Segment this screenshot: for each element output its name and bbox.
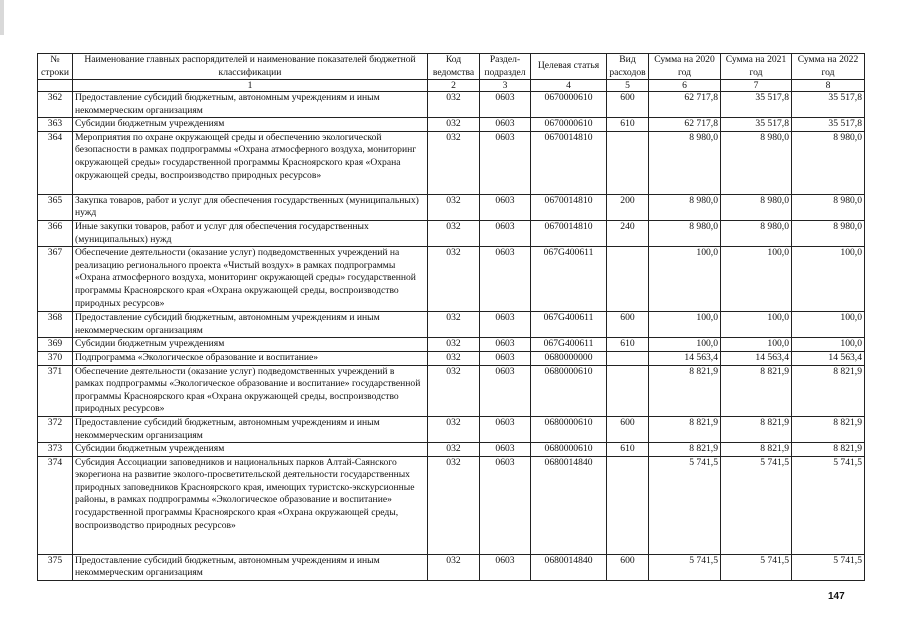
cell-dept: 032 [428,456,480,554]
cell-section: 0603 [480,443,531,457]
cell-sum-2020: 5 741,5 [649,456,721,554]
cell-name: Обеспечение деятельности (оказание услуг) подведомственных учреждений в рамках подпрограммы «Экологическое образование и воспитание» государственной программы Красноярского края «Охрана окружающей среды, воспроизводство природных ресурсов» [73,365,428,416]
cell-sum-2022: 14 563,4 [792,351,865,365]
cell-name: Обеспечение деятельности (оказание услуг) подведомственных учреждений на реализацию регионального проекта «Чистый воздух» в рамках подпрограммы «Охрана атмосферного воздуха, мониторинг окружающей среды» государственной программы Красноярского края «Охрана окружающей среды, воспроизводство природных ресурсов» [73,247,428,312]
cell-section: 0603 [480,456,531,554]
cell-sum-2021: 8 821,9 [721,416,792,442]
cell-kind: 610 [607,338,649,352]
cell-target: 0680000610 [531,416,607,442]
budget-table-container [37,53,864,581]
cell-row-no: 366 [38,220,73,246]
cell-sum-2020: 100,0 [649,247,721,312]
cell-sum-2022: 100,0 [792,312,865,338]
cell-sum-2021: 8 821,9 [721,365,792,416]
cell-sum-2021: 8 980,0 [721,220,792,246]
cell-kind: 600 [607,92,649,118]
table-header-row [38,54,865,80]
cell-dept: 032 [428,365,480,416]
cell-sum-2022: 8 821,9 [792,416,865,442]
table-row [38,338,865,352]
header-target: Целевая статья [531,54,607,80]
column-number: 6 [649,80,721,92]
column-number: 7 [721,80,792,92]
cell-sum-2022: 35 517,8 [792,92,865,118]
cell-row-no: 369 [38,338,73,352]
cell-sum-2021: 14 563,4 [721,351,792,365]
cell-sum-2020: 8 821,9 [649,416,721,442]
cell-sum-2022: 8 980,0 [792,194,865,220]
cell-sum-2022: 8 980,0 [792,220,865,246]
table-row [38,118,865,132]
column-number-blank [38,80,73,92]
cell-dept: 032 [428,351,480,365]
header-section: Раздел-подраздел [480,54,531,80]
cell-sum-2020: 8 821,9 [649,443,721,457]
cell-section: 0603 [480,247,531,312]
header-sum-2021: Сумма на 2021 год [721,54,792,80]
cell-row-no: 373 [38,443,73,457]
cell-kind [607,131,649,194]
cell-dept: 032 [428,247,480,312]
cell-sum-2021: 5 741,5 [721,456,792,554]
cell-kind: 600 [607,416,649,442]
table-row [38,312,865,338]
cell-sum-2022: 100,0 [792,338,865,352]
column-number: 1 [73,80,428,92]
cell-section: 0603 [480,220,531,246]
cell-row-no: 365 [38,194,73,220]
cell-sum-2022: 35 517,8 [792,118,865,132]
table-row [38,220,865,246]
cell-name: Предоставление субсидий бюджетным, автономным учреждениям и иным некоммерческим организациям [73,416,428,442]
cell-name: Мероприятия по охране окружающей среды и обеспечению экологической безопасности в рамках подпрограммы «Охрана атмосферного воздуха, мониторинг окружающей среды» государственной программы Красноярского края «Охрана окружающей среды, воспроизводство природных ресурсов» [73,131,428,194]
cell-name: Предоставление субсидий бюджетным, автономным учреждениям и иным некоммерческим организациям [73,312,428,338]
header-row-no: № строки [38,54,73,80]
cell-row-no: 375 [38,554,73,580]
header-sum-2022: Сумма на 2022 год [792,54,865,80]
cell-section: 0603 [480,131,531,194]
cell-dept: 032 [428,312,480,338]
cell-target: 0680014840 [531,456,607,554]
cell-name: Предоставление субсидий бюджетным, автономным учреждениям и иным некоммерческим организациям [73,92,428,118]
cell-sum-2021: 35 517,8 [721,118,792,132]
cell-row-no: 370 [38,351,73,365]
table-row [38,131,865,194]
cell-sum-2020: 100,0 [649,312,721,338]
cell-sum-2022: 8 821,9 [792,443,865,457]
column-number: 3 [480,80,531,92]
cell-sum-2020: 62 717,8 [649,92,721,118]
table-row [38,92,865,118]
cell-sum-2021: 5 741,5 [721,554,792,580]
cell-section: 0603 [480,365,531,416]
cell-row-no: 374 [38,456,73,554]
cell-sum-2020: 8 980,0 [649,220,721,246]
cell-dept: 032 [428,416,480,442]
cell-kind [607,351,649,365]
cell-sum-2020: 8 980,0 [649,131,721,194]
cell-row-no: 371 [38,365,73,416]
table-row [38,365,865,416]
column-number: 5 [607,80,649,92]
cell-kind: 600 [607,312,649,338]
cell-section: 0603 [480,194,531,220]
table-row [38,456,865,554]
column-number: 8 [792,80,865,92]
cell-kind [607,456,649,554]
cell-section: 0603 [480,338,531,352]
table-row [38,443,865,457]
scan-edge-mark [0,0,4,35]
cell-name: Предоставление субсидий бюджетным, автономным учреждениям и иным некоммерческим организациям [73,554,428,580]
cell-section: 0603 [480,416,531,442]
cell-name: Субсидии бюджетным учреждениям [73,443,428,457]
cell-kind [607,247,649,312]
cell-sum-2021: 35 517,8 [721,92,792,118]
table-row [38,194,865,220]
cell-kind: 240 [607,220,649,246]
column-number-row [38,80,865,92]
header-kind: Вид расходов [607,54,649,80]
cell-target: 067G400611 [531,338,607,352]
header-sum-2020: Сумма на 2020 год [649,54,721,80]
cell-target: 0670014810 [531,194,607,220]
cell-row-no: 372 [38,416,73,442]
cell-kind: 200 [607,194,649,220]
cell-sum-2020: 8 980,0 [649,194,721,220]
cell-dept: 032 [428,92,480,118]
cell-section: 0603 [480,92,531,118]
cell-kind: 600 [607,554,649,580]
cell-target: 0680000610 [531,365,607,416]
column-number: 2 [428,80,480,92]
table-body [38,92,865,581]
cell-sum-2022: 100,0 [792,247,865,312]
column-number: 4 [531,80,607,92]
cell-sum-2022: 8 980,0 [792,131,865,194]
cell-target: 0670014810 [531,220,607,246]
cell-sum-2020: 100,0 [649,338,721,352]
cell-name: Субсидии бюджетным учреждениям [73,338,428,352]
cell-sum-2022: 5 741,5 [792,554,865,580]
cell-target: 0680014840 [531,554,607,580]
cell-sum-2021: 100,0 [721,247,792,312]
cell-sum-2020: 8 821,9 [649,365,721,416]
cell-dept: 032 [428,118,480,132]
cell-dept: 032 [428,554,480,580]
budget-table [37,53,865,581]
cell-target: 0680000610 [531,443,607,457]
cell-row-no: 363 [38,118,73,132]
cell-section: 0603 [480,312,531,338]
cell-dept: 032 [428,443,480,457]
cell-name: Закупка товаров, работ и услуг для обеспечения государственных (муниципальных) нужд [73,194,428,220]
cell-section: 0603 [480,351,531,365]
cell-section: 0603 [480,554,531,580]
cell-row-no: 367 [38,247,73,312]
cell-target: 0680000000 [531,351,607,365]
cell-sum-2020: 5 741,5 [649,554,721,580]
cell-name: Подпрограмма «Экологическое образование и воспитание» [73,351,428,365]
cell-dept: 032 [428,220,480,246]
cell-kind: 610 [607,443,649,457]
cell-section: 0603 [480,118,531,132]
header-dept: Код ведомства [428,54,480,80]
table-row [38,416,865,442]
cell-row-no: 362 [38,92,73,118]
page-number: 147 [828,591,845,602]
cell-sum-2022: 5 741,5 [792,456,865,554]
cell-name: Иные закупки товаров, работ и услуг для обеспечения государственных (муниципальных) нужд [73,220,428,246]
header-name: Наименование главных распорядителей и наименование показателей бюджетной классификации [73,54,428,80]
cell-target: 067G400611 [531,312,607,338]
cell-sum-2021: 8 980,0 [721,194,792,220]
cell-dept: 032 [428,194,480,220]
table-row [38,247,865,312]
cell-dept: 032 [428,131,480,194]
cell-sum-2021: 8 821,9 [721,443,792,457]
cell-sum-2020: 62 717,8 [649,118,721,132]
cell-row-no: 368 [38,312,73,338]
cell-sum-2021: 8 980,0 [721,131,792,194]
cell-sum-2021: 100,0 [721,312,792,338]
cell-sum-2022: 8 821,9 [792,365,865,416]
table-row [38,351,865,365]
cell-kind: 610 [607,118,649,132]
cell-target: 0670000610 [531,118,607,132]
table-row [38,554,865,580]
cell-row-no: 364 [38,131,73,194]
cell-name: Субсидия Ассоциации заповедников и национальных парков Алтай-Саянского экорегиона на развитие эколого-просветительской деятельности государственных природных заповедников Красноярского края, имеющих туристско-экскурсионные районы, в рамках подпрограммы «Экологическое образование и воспитание» государственной программы Красноярского края «Охрана окружающей среды, воспроизводство природных ресурсов» [73,456,428,554]
cell-target: 067G400611 [531,247,607,312]
cell-target: 0670000610 [531,92,607,118]
cell-target: 0670014810 [531,131,607,194]
cell-dept: 032 [428,338,480,352]
cell-name: Субсидии бюджетным учреждениям [73,118,428,132]
cell-sum-2020: 14 563,4 [649,351,721,365]
cell-sum-2021: 100,0 [721,338,792,352]
cell-kind [607,365,649,416]
